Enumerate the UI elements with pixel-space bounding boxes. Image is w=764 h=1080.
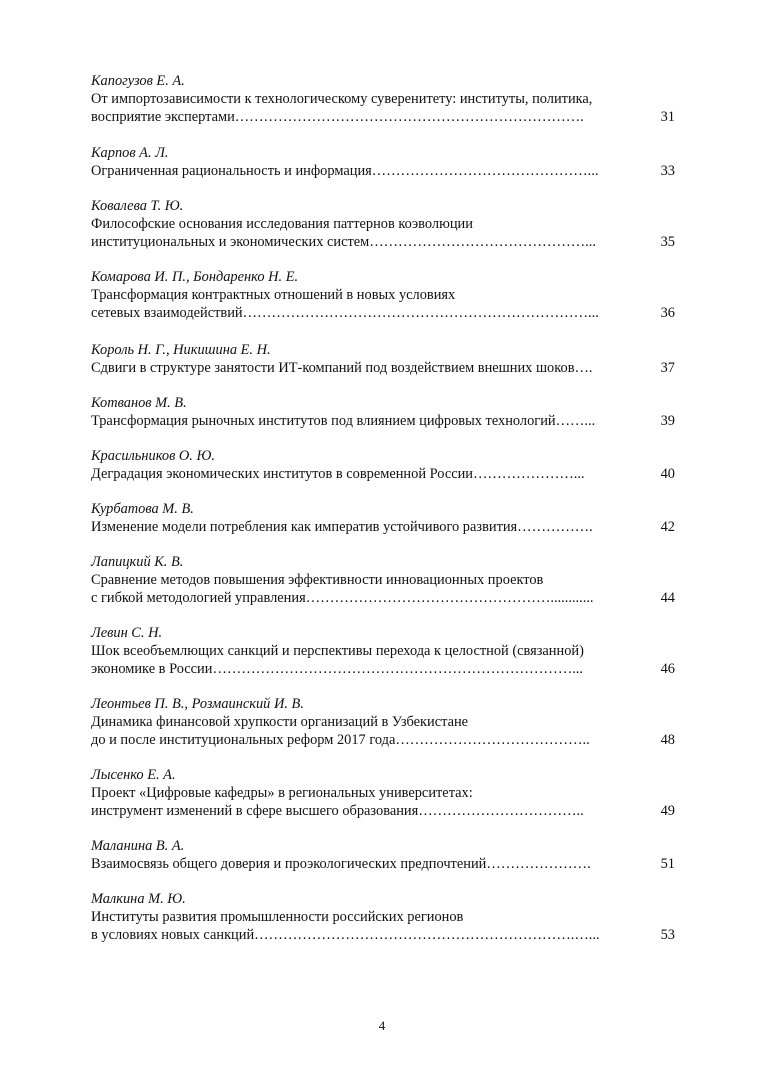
toc-entry: [91, 624, 675, 695]
entry-title-line: Институты развития промышленности российских регионов: [91, 909, 464, 925]
entry-title-line: в условиях новых санкций………………………………………………………….…...: [91, 927, 600, 943]
toc-entry: [91, 394, 675, 447]
entry-author: Красильников О. Ю.: [91, 448, 215, 464]
entry-title-line: Шок всеобъемлющих санкций и перспективы перехода к целостной (связанной): [91, 643, 584, 659]
entry-page-number: 37: [660, 360, 675, 376]
toc-entry: [91, 837, 675, 890]
entry-author: Комарова И. П., Бондаренко Н. Е.: [91, 269, 299, 285]
entry-title-line: экономике в России…………………………………………………………………...: [91, 661, 584, 677]
toc-entry: [91, 341, 675, 394]
entry-page-number: 49: [660, 803, 675, 819]
entry-title-line: восприятие экспертами……………………………………………………………….: [91, 109, 584, 125]
toc-entry: [91, 72, 675, 144]
entry-title-line: Деградация экономических институтов в современной России…………………...: [91, 466, 585, 482]
entry-author: Ковалева Т. Ю.: [91, 198, 184, 214]
entry-page-number: 33: [660, 163, 675, 179]
toc-entry: [91, 890, 675, 944]
table-of-contents: [91, 72, 675, 944]
entry-title-line: От импортозависимости к технологическому суверенитету: институты, политика,: [91, 91, 593, 107]
entry-title-line: Проект «Цифровые кафедры» в региональных университетах:: [91, 785, 473, 801]
entry-page-number: 40: [660, 466, 675, 482]
entry-author: Король Н. Г., Никишина Е. Н.: [91, 342, 271, 358]
toc-entry: [91, 553, 675, 624]
entry-author: Лапицкий К. В.: [91, 554, 184, 570]
toc-entry: [91, 500, 675, 553]
entry-title-line: Сдвиги в структуре занятости ИТ-компаний под воздействием внешних шоков….: [91, 360, 593, 376]
page-number: 4: [378, 1018, 386, 1033]
entry-page-number: 44: [660, 590, 675, 606]
entry-page-number: 51: [660, 856, 675, 872]
entry-page-number: 31: [660, 109, 675, 125]
entry-page-number: 53: [660, 927, 675, 943]
entry-title-line: Трансформация контрактных отношений в новых условиях: [91, 287, 456, 303]
toc-entry: [91, 197, 675, 268]
entry-title-line: Изменение модели потребления как императив устойчивого развития…………….: [91, 519, 593, 535]
entry-title-line: Ограниченная рациональность и информация………………………………………...: [91, 163, 599, 179]
entry-title-line: сетевых взаимодействий………………………………………………………………...: [91, 305, 599, 321]
entry-title-line: Философские основания исследования паттернов коэволюции: [91, 216, 473, 232]
toc-entry: [91, 447, 675, 500]
entry-page-number: 36: [660, 305, 675, 321]
entry-author: Левин С. Н.: [91, 625, 163, 641]
entry-author: Маланина В. А.: [91, 838, 185, 854]
entry-title-line: Трансформация рыночных институтов под влиянием цифровых технологий……...: [91, 413, 596, 429]
entry-author: Курбатова М. В.: [91, 501, 194, 517]
toc-entry: [91, 144, 675, 197]
toc-entry: [91, 268, 675, 341]
entry-author: Малкина М. Ю.: [91, 891, 186, 907]
entry-page-number: 39: [660, 413, 675, 429]
entry-page-number: 46: [660, 661, 675, 677]
entry-page-number: 42: [660, 519, 675, 535]
entry-page-number: 48: [660, 732, 675, 748]
entry-author: Капогузов Е. А.: [91, 73, 185, 89]
entry-title-line: инструмент изменений в сфере высшего образования……………………………..: [91, 803, 584, 819]
entry-title-line: с гибкой методологией управления……………………………………………............: [91, 590, 594, 606]
toc-entry: [91, 766, 675, 837]
entry-page-number: 35: [660, 234, 675, 250]
toc-entry: [91, 695, 675, 766]
entry-title-line: Взаимосвязь общего доверия и проэкологических предпочтений………………….: [91, 856, 591, 872]
entry-title-line: до и после институциональных реформ 2017 года…………………………………..: [91, 732, 590, 748]
entry-title-line: институциональных и экономических систем………………………………………...: [91, 234, 596, 250]
entry-author: Леонтьев П. В., Розмаинский И. В.: [91, 696, 304, 712]
entry-author: Карпов А. Л.: [91, 145, 169, 161]
entry-title-line: Динамика финансовой хрупкости организаций в Узбекистане: [91, 714, 469, 730]
entry-author: Котванов М. В.: [91, 395, 187, 411]
entry-title-line: Сравнение методов повышения эффективности инновационных проектов: [91, 572, 544, 588]
entry-author: Лысенко Е. А.: [91, 767, 176, 783]
